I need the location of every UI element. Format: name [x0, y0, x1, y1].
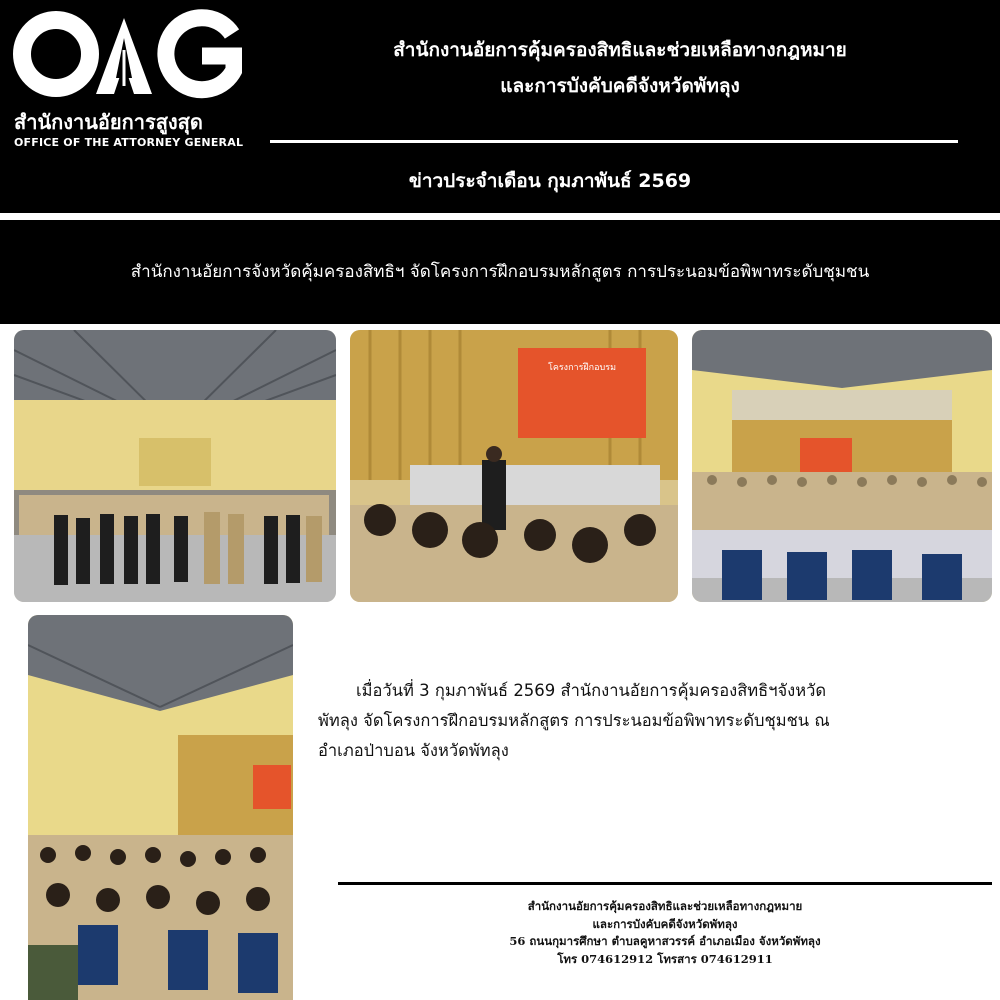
photo-group-hall: [14, 330, 336, 602]
logo-thai-name: สำนักงานอัยการสูงสุด: [14, 110, 203, 134]
news-month-label: ข่าวประจำเดือน กุมภาพันธ์ 2569: [408, 170, 692, 192]
stage-banner-text: โครงการฝึกอบรม: [547, 363, 617, 373]
oag-logo-mark: [12, 8, 242, 100]
article-line1: เมื่อวันที่ 3 กุมภาพันธ์ 2569 สำนักงานอัยการคุ้มครองสิทธิฯจังหวัด: [356, 681, 827, 700]
photo-speaker-stage: [350, 330, 678, 602]
oag-logo: [12, 8, 242, 148]
photo-audience-stage: [692, 330, 992, 602]
footer-divider: [338, 882, 992, 885]
footer-line2: และการบังคับคดีจังหวัดพัทลุง: [592, 916, 738, 931]
photo-hall-audience: [28, 615, 293, 1000]
header-divider: [270, 140, 958, 143]
footer-address: 56 ถนนกุมารศึกษา ตำบลคูหาสวรรค์ อำเภอเมือง จังหวัดพัทลุง: [509, 934, 821, 948]
article-line3: อำเภอป่าบอน จังหวัดพัทลุง: [318, 741, 509, 760]
organization-title-line1: สำนักงานอัยการคุ้มครองสิทธิและช่วยเหลือทางกฎหมาย: [393, 39, 847, 61]
article-line2: พัทลุง จัดโครงการฝึกอบรมหลักสูตร การประนอมข้อพิพาทระดับชุมชน ณ: [318, 711, 830, 730]
footer-phone: โทร 074612912 โทรสาร 074612911: [557, 951, 773, 966]
organization-title-line2: และการบังคับคดีจังหวัดพัทลุง: [500, 75, 740, 97]
footer-contact: [338, 898, 992, 968]
organization-title: [260, 32, 980, 104]
footer-line1: สำนักงานอัยการคุ้มครองสิทธิและช่วยเหลือทางกฎหมาย: [527, 899, 803, 913]
logo-english-name: OFFICE OF THE ATTORNEY GENERAL: [14, 136, 244, 149]
article-body: [318, 676, 990, 766]
headline-banner: [0, 220, 1000, 324]
headline-text: สำนักงานอัยการจังหวัดคุ้มครองสิทธิฯ จัดโครงการฝึกอบรมหลักสูตร การประนอมข้อพิพาทระดับชุมชน: [130, 262, 870, 282]
header-bar: [0, 0, 1000, 213]
